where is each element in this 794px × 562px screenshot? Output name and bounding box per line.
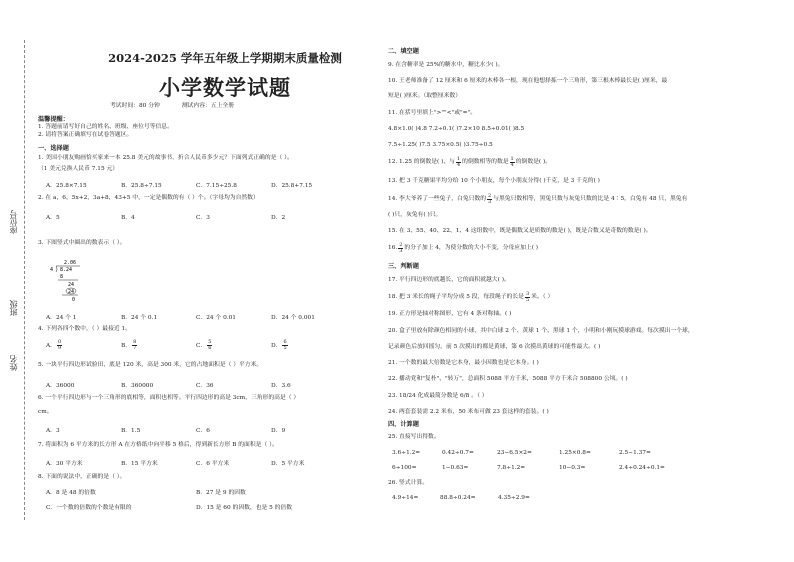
question-13: 13. 把 3 千克糖果平均分给 10 个小朋友，每个小朋友分得( )千克，是 3 千克的( ): [388, 178, 600, 184]
division-dividend: 8.24: [60, 267, 73, 273]
question-5: 5. 一块平行四边形试验田，底是 120 米，高是 300 米，它的占地面积是（ ）平方米。: [38, 362, 263, 368]
calc-item: 2.5−1.37=: [619, 450, 651, 456]
calc-item: 3.6÷1.2=: [392, 450, 421, 456]
division-step-1: 8: [60, 274, 64, 280]
section-judge-heading: 三、判断题: [388, 263, 419, 270]
option-a[interactable]: A．8 是 48 的倍数: [46, 490, 96, 496]
notice-heading: 温馨提醒：: [38, 116, 69, 123]
option-a[interactable]: A． $\frac{0}{9}$: [46, 339, 62, 351]
option-b[interactable]: B．24 个 0.1: [121, 315, 158, 321]
option-d[interactable]: D．9: [271, 428, 286, 434]
option-c[interactable]: C．7.15÷25.8: [196, 183, 237, 189]
option-b[interactable]: B．15 平方米: [121, 461, 158, 467]
long-division-svg: [48, 258, 88, 303]
seat-label: 座位号: [9, 210, 18, 234]
fraction: $\frac{2}{3}$: [488, 193, 492, 205]
division-step-4: 0: [72, 297, 76, 303]
question-16: 16. $\frac{2}{3}$ 的分子加上 4，为使分数的大小不变，分母应加上( ): [388, 242, 539, 254]
question-1-options: [46, 180, 346, 189]
question-25: 25. 直接写出得数。: [388, 434, 440, 440]
option-b[interactable]: B．1.5: [121, 428, 141, 434]
fraction: $\frac{0}{9}$: [57, 339, 62, 351]
fraction: $\frac{1}{4}$: [510, 156, 514, 168]
question-11-row-1: 4.8×1.0( )4.8 7.2÷0.1( )7.2×10 8.5÷0.01( )8.5: [388, 126, 525, 132]
option-d[interactable]: D．2: [271, 215, 286, 221]
fraction: $\frac{2}{3}$: [399, 242, 403, 254]
option-b[interactable]: B． $\frac{8}{7}$: [121, 339, 137, 351]
calc-row-2: [392, 465, 782, 471]
section-calc-heading: 四、计算题: [388, 421, 419, 428]
calc-item: 1.25×0.8=: [559, 450, 591, 456]
question-19: 19. 正方形是轴对称图形，它有 4 条对称轴。( ): [388, 311, 512, 317]
option-d[interactable]: D．24 个 0.001: [271, 315, 315, 321]
question-18: 18. 把 3 米长的绳子平均分成 5 段，每段绳子的长是 $\frac{3}{5}$ 米。（ ）: [388, 291, 554, 303]
option-c[interactable]: C．3: [196, 215, 210, 221]
calc-item: 88.8÷0.24=: [440, 495, 476, 501]
calc-item: 0.42÷0.7=: [442, 450, 474, 456]
option-d[interactable]: D． $\frac{6}{5}$: [271, 339, 287, 351]
question-17: 17. 平行四边形的底越长，它的面积就越大( )。: [388, 277, 510, 283]
option-c[interactable]: C．36: [196, 383, 214, 389]
option-d[interactable]: D．15 是 60 的因数，也是 5 的倍数: [196, 505, 293, 511]
question-7-options: [46, 458, 346, 467]
question-4: 4. 下列各四个数中，（ ）最接近 1。: [38, 326, 132, 332]
question-8: 8. 下面的说法中，正确的是（ ）。: [38, 474, 126, 480]
question-6-options: [46, 425, 346, 434]
question-6: 6. 一个平行四边形与一个三角形的底相等，面积也相等。平行四边形的高是 3cm，三角形的高是（ ）: [38, 395, 300, 401]
fraction: $\frac{3}{5}$: [525, 291, 530, 303]
fraction: $\frac{5}{6}$: [208, 339, 212, 351]
question-26: 26. 竖式计算。: [388, 480, 429, 486]
calc-item: 7.8÷1.2=: [497, 465, 526, 471]
question-10: 10. 王老师准备了 12 厘米和 6 厘米的木棒各一根，现在他想择拣一个三角形，第三根木棒最长是( )厘米，最: [388, 78, 668, 84]
option-c[interactable]: C．6 平方米: [196, 461, 230, 467]
question-14-tail: ( )只，灰兔有( )只。: [388, 212, 442, 218]
section-fill-heading: 二、填空题: [388, 48, 419, 55]
option-a[interactable]: A．3: [46, 428, 60, 434]
question-24: 24. 两套套装需 2.2 米布，50 米布可做 23 套这样的套装。( ): [388, 409, 549, 415]
question-9: 9. 在含糖率是 25%的糖水中，糖比水少( )。: [388, 62, 504, 68]
section-choice-heading: 一、选择题: [38, 145, 69, 152]
binding-cut-line: [24, 40, 25, 520]
option-a[interactable]: A．25.8×7.15: [46, 183, 87, 189]
option-b[interactable]: B．25.8÷7.15: [121, 183, 162, 189]
question-14: 14. 李大爷养了一些兔子，白兔只数的 $\frac{2}{3}$ 与黑兔只数相等，黑兔只数与灰兔只数的比是 4∶5，白兔有 48 只，黑兔有: [388, 193, 688, 205]
name-label: 姓名: [9, 355, 18, 371]
option-c[interactable]: C．24 个 0.01: [196, 315, 236, 321]
notice-line-1: 1. 答题前请写好自己的姓名、班级、座位号等信息。: [38, 124, 173, 130]
option-b[interactable]: B．360000: [121, 383, 154, 389]
calc-item: 4.35÷2.9=: [498, 495, 530, 501]
calc-item: 1−0.63=: [442, 465, 469, 471]
binding-margin: [0, 0, 36, 562]
division-divisor: 4: [50, 267, 54, 273]
calc-item: 23−6.5×2=: [497, 450, 532, 456]
question-10-tail: 短是( )厘米。（取整厘米数）: [388, 93, 462, 99]
question-6-tail: cm。: [38, 409, 53, 415]
option-a[interactable]: A．5: [46, 215, 60, 221]
exam-title: 2024-2025 学年五年级上学期期末质量检测: [108, 51, 342, 65]
question-12: 12. 1.25 的倒数是( )，与 $\frac{1}{4}$ 的倒数相等的数是 $\frac{1}{4}$ 的倒数是( )。: [388, 156, 552, 168]
question-4-options: [46, 340, 346, 351]
notice-line-2: 2. 请将答案正确填写在试卷答题区。: [38, 132, 133, 138]
fraction: $\frac{6}{5}$: [283, 339, 287, 351]
option-d[interactable]: D．3.6: [271, 383, 291, 389]
option-a[interactable]: A．30 平方米: [46, 461, 83, 467]
option-a[interactable]: A．36000: [46, 383, 75, 389]
calc-item: 4.9÷14=: [392, 495, 419, 501]
class-label: 班级: [9, 300, 18, 316]
question-22: 22. 播动党和"复朴"、"转万"，总面积 5088 平方千米，5088 平方千米合 508800 公顷。( ): [388, 376, 628, 382]
exam-subject-title: 小学数学试题: [159, 75, 291, 100]
question-2: 2. 在 a，6，5x+2，3a+8，43+5 中，一定是偶数的有（ ）个。（字母均为自然数）: [38, 195, 259, 201]
division-quotient: 2.06: [64, 260, 77, 266]
question-23: 23. 18/24 化成最简分数是 6/8 。（ ）: [388, 393, 488, 399]
calc-row-1: [392, 450, 782, 456]
question-20: 20. 盒子里放有除颜色相同的小球，其中白球 2 个、黄球 1 个、黑球 1 个，小明和小刚玩摸球游戏。每次摸出一个球，: [388, 328, 694, 334]
option-c[interactable]: C． $\frac{5}{6}$: [196, 339, 212, 351]
division-step-2: 24: [68, 282, 75, 288]
division-step-3: 24: [68, 289, 75, 295]
option-c[interactable]: C．6: [196, 428, 210, 434]
calc-item: 2.4÷0.24÷0.1=: [619, 465, 665, 471]
question-11: 11. 在括号里填上">""<"或"="。: [388, 110, 477, 116]
question-5-options: [46, 380, 346, 389]
option-b[interactable]: B．27 是 9 的因数: [196, 490, 246, 496]
question-1-note: （1 美元兑换人民币 7.15 元）: [38, 166, 119, 172]
calc-row-3: [392, 495, 782, 501]
long-division-figure: [48, 258, 88, 303]
question-11-row-2: 7.5÷1.25( )7.5 3.75×0.5( )3.75÷0.5: [388, 142, 493, 148]
exam-info: [110, 100, 370, 109]
option-a[interactable]: A．24 个 1: [46, 315, 77, 321]
question-15: 15. 在 3、55、40、22、1、4 这组数中，既是偶数又是质数的数是( )，既是合数又是奇数的数是( )。: [388, 228, 652, 234]
question-3: 3. 下图竖式中圈出的数表示（ ）。: [38, 240, 126, 246]
question-3-options: [46, 312, 346, 321]
calc-item: 6÷100=: [392, 465, 417, 471]
question-2-options: [46, 212, 346, 221]
calc-item: 10−0.3=: [559, 465, 586, 471]
option-b[interactable]: B．4: [121, 215, 135, 221]
question-7: 7. 将面积为 6 平方米的长方形 A 在方格纸中向平移 5 格后，得到新长方形 B 的面积是（ ）。: [38, 442, 278, 448]
option-c[interactable]: C．一个数的倍数的个数是有限的: [46, 505, 132, 511]
exam-time: 考试时间：80 分钟: [110, 103, 160, 109]
exam-content: 测试内容：五上全册: [181, 103, 234, 109]
fraction: $\frac{1}{4}$: [456, 156, 461, 168]
option-d[interactable]: D．25.8+7.15: [271, 183, 313, 189]
question-1: 1. 美国小朋友购画恰买家来一本 25.8 美元的故事书，折合人民币多少元？下面列式正确的是（ ）。: [38, 155, 293, 161]
question-20-tail: 记录颜色后放回摇匀，前 5 次摸出的都是黄球，第 6 次摸出黄球的可能性最大。( ): [388, 344, 601, 350]
question-21: 21. 一个数的最大倍数是它本身，最小因数也是它本身。( ): [388, 360, 539, 366]
fraction: $\frac{8}{7}$: [133, 339, 137, 351]
option-d[interactable]: D．5 平方米: [271, 461, 305, 467]
